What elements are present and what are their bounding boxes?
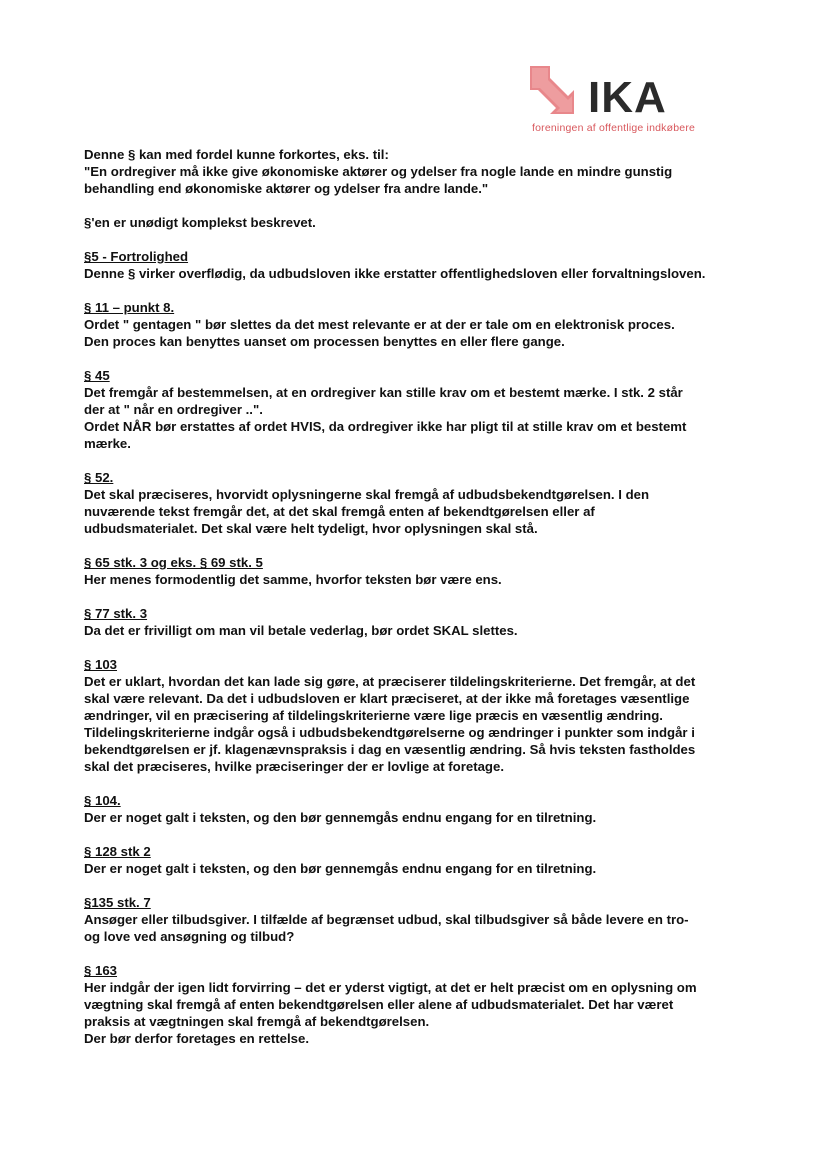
section-77 bbox=[84, 605, 724, 639]
section-11 bbox=[84, 299, 724, 350]
section-text: Tildelingskriterierne indgår også i udbudsbekendtgørelserne og ændringer i punkter som indgår i bbox=[84, 725, 695, 740]
ika-logo-wordmark: IKA bbox=[588, 73, 667, 122]
intro-line: behandling end økonomiske aktører og ydelser fra andre lande." bbox=[84, 181, 489, 196]
section-text: skal være relevant. Da det i udbudsloven er klart præciseret, at der ikke må foretages væsentlige bbox=[84, 691, 690, 706]
intro-line: Denne § kan med fordel kunne forkortes, eks. til: bbox=[84, 147, 389, 162]
section-heading: § 163 bbox=[84, 963, 118, 978]
section-128 bbox=[84, 843, 724, 877]
section-heading: § 65 stk. 3 og eks. § 69 stk. 5 bbox=[84, 555, 263, 570]
section-65 bbox=[84, 554, 724, 588]
section-text: Her menes formodentlig det samme, hvorfor teksten bør være ens. bbox=[84, 572, 502, 587]
section-heading: § 103 bbox=[84, 657, 118, 672]
section-text: udbudsmaterialet. Det skal være helt tydeligt, hvor oplysningen skal stå. bbox=[84, 521, 538, 536]
section-text: Den proces kan benyttes uanset om processen benyttes en eller flere gange. bbox=[84, 334, 565, 349]
section-103 bbox=[84, 656, 724, 775]
section-text: og love ved ansøgning og tilbud? bbox=[84, 929, 295, 944]
section-text: Det fremgår af bestemmelsen, at en ordregiver kan stille krav om et bestemt mærke. I stk. 2 står bbox=[84, 385, 683, 400]
section-text: skal det præciseres, hvilke præciseringer der er lovlige at foretage. bbox=[84, 759, 504, 774]
section-text: Her indgår der igen lidt forvirring – det er yderst vigtigt, at det er helt præcist om en oplysning om bbox=[84, 980, 697, 995]
ika-logo-tagline: foreningen af offentlige indkøbere bbox=[532, 122, 696, 134]
section-heading: § 45 bbox=[84, 368, 110, 383]
section-text: nuværende tekst fremgår det, at det skal fremgå enten af bekendtgørelsen eller af bbox=[84, 504, 595, 519]
section-heading: § 128 stk 2 bbox=[84, 844, 151, 859]
ika-logo bbox=[528, 62, 703, 140]
ika-logo-arrow-icon bbox=[528, 62, 586, 120]
section-52 bbox=[84, 469, 724, 537]
section-text: Ordet " gentagen " bør slettes da det mest relevante er at der er tale om en elektronisk proces. bbox=[84, 317, 675, 332]
intro-block bbox=[84, 146, 724, 197]
section-text: der at " når en ordregiver ..". bbox=[84, 402, 263, 417]
intro-remark: §'en er unødigt komplekst beskrevet. bbox=[84, 215, 316, 230]
section-heading: § 104. bbox=[84, 793, 121, 808]
document-body bbox=[84, 146, 724, 1047]
section-text: Der bør derfor foretages en rettelse. bbox=[84, 1031, 309, 1046]
intro-remark-block bbox=[84, 214, 724, 231]
section-heading: § 77 stk. 3 bbox=[84, 606, 148, 621]
section-text: Ordet NÅR bør erstattes af ordet HVIS, da ordregiver ikke har pligt til at stille krav om et bestemt bbox=[84, 419, 687, 434]
section-text: Ansøger eller tilbudsgiver. I tilfælde af begrænset udbud, skal tilbudsgiver så både levere en tro- bbox=[84, 912, 689, 927]
section-text: praksis at vægtningen skal fremgå af bekendtgørelsen. bbox=[84, 1014, 430, 1029]
section-135 bbox=[84, 894, 724, 945]
section-163 bbox=[84, 962, 724, 1047]
section-5 bbox=[84, 248, 724, 282]
section-heading: §5 - Fortrolighed bbox=[84, 249, 189, 264]
section-heading: §135 stk. 7 bbox=[84, 895, 151, 910]
section-text: bekendtgørelsen er jf. klagenævnspraksis i dag en væsentlig ændring. Så hvis teksten fastholdes bbox=[84, 742, 696, 757]
section-104 bbox=[84, 792, 724, 826]
section-text: vægtning skal fremgå af enten bekendtgørelsen eller alene af udbudsmaterialet. Det har været bbox=[84, 997, 674, 1012]
section-text: Det er uklart, hvordan det kan lade sig gøre, at præciserer tildelingskriterierne. Det fremgår, at det bbox=[84, 674, 696, 689]
section-text: Der er noget galt i teksten, og den bør gennemgås endnu engang for en tilretning. bbox=[84, 861, 597, 876]
section-text: ændringer, vil en præcisering af tildelingskriterierne være lige præcis en væsentlig ændring. bbox=[84, 708, 663, 723]
section-text: mærke. bbox=[84, 436, 131, 451]
section-heading: § 11 – punkt 8. bbox=[84, 300, 175, 315]
section-text: Da det er frivilligt om man vil betale vederlag, bør ordet SKAL slettes. bbox=[84, 623, 518, 638]
section-heading: § 52. bbox=[84, 470, 114, 485]
section-text: Der er noget galt i teksten, og den bør gennemgås endnu engang for en tilretning. bbox=[84, 810, 597, 825]
section-text: Denne § virker overflødig, da udbudsloven ikke erstatter offentlighedsloven eller forvaltningsloven. bbox=[84, 266, 706, 281]
section-45 bbox=[84, 367, 724, 452]
intro-line: "En ordregiver må ikke give økonomiske aktører og ydelser fra nogle lande en mindre gunstig bbox=[84, 164, 673, 179]
section-text: Det skal præciseres, hvorvidt oplysningerne skal fremgå af udbudsbekendtgørelsen. I den bbox=[84, 487, 650, 502]
